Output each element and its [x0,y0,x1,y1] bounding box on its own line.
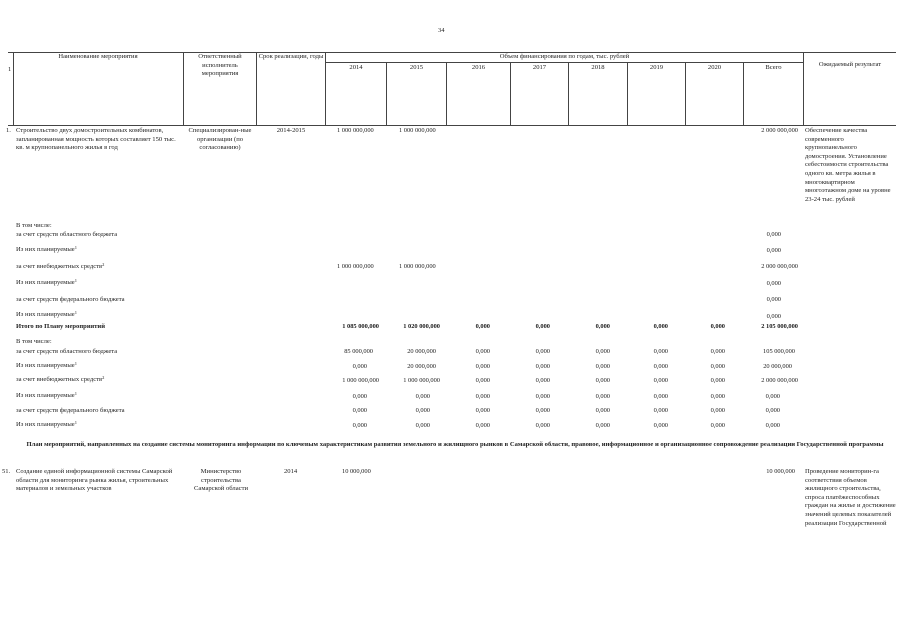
plan-row-value: 0,000 [710,363,725,370]
header-year: 2015 [409,64,424,71]
plan-row-value: 0,000 [765,393,780,400]
header-year: 2016 [471,64,486,71]
item1-subrow-label: Из них планируемые$^1$ [16,310,77,318]
item1-num: 1. [6,127,11,134]
item1-value-total: 2 000 000,000 [761,127,798,134]
plan-row-value: 0,000 [765,422,780,429]
plan-row-value: 0,000 [710,393,725,400]
plan-row-value: 0,000 [352,363,367,370]
col-divider [325,52,326,125]
col-divider [183,52,184,125]
plan-row-value: 0,000 [595,393,610,400]
item51-value-total: 10 000,000 [766,468,795,475]
col-divider [13,52,14,125]
plan-total-2014: 1 085 000,000 [342,323,379,330]
item1-subrow-total: 0,000 [766,280,781,287]
item1-subrow-label: за счет средств областного бюджета [16,231,118,238]
header-year: 2014 [349,64,363,71]
plan-row-value: 0,000 [653,348,668,355]
plan-total-sum: 2 105 000,000 [761,323,798,330]
plan-row-value: 0,000 [415,422,430,429]
plan-total-2020: 0,000 [710,323,725,330]
item1-executor: Специализирован-ные организации (по согласованию) [188,127,252,152]
item51-value-2014: 10 000,000 [342,468,371,475]
plan-row-label: за счет средств федерального бюджета [16,407,125,414]
plan-row-value: 0,000 [710,377,725,384]
plan-row-value: 20 000,000 [407,363,436,370]
plan-row-value: 0,000 [710,407,725,414]
plan-total-2018: 0,000 [595,323,610,330]
header-year: 2018 [591,64,605,71]
plan-row-value: 0,000 [475,348,490,355]
header-year: 2017 [532,64,547,71]
plan-row-value: 0,000 [765,407,780,414]
plan-total-2019: 0,000 [653,323,668,330]
years-header-divider [325,62,803,63]
plan-row-value: 0,000 [475,363,490,370]
plan-total-2017: 0,000 [535,323,550,330]
plan-row-value: 0,000 [653,377,668,384]
item1-subrow-total: 0,000 [766,296,781,303]
item1-subrow-2014: 1 000 000,000 [337,263,374,270]
header-year: 2020 [707,64,722,71]
plan-row-value: 20 000,000 [763,363,792,370]
item1-result: Обеспечение качества современного крупнопанельного домостроения. Установление себестоимости строительства одного кв. метра жилья в многоквартирном многоэтажном доме на уровне 23-24 тыс. рублей [805,127,891,203]
plan-row-value: 0,000 [352,407,367,414]
plan-row-value: 0,000 [595,407,610,414]
plan-row-value: 105 000,000 [763,348,795,355]
item51-result: Проведение мониторин-га соответствия объемов жилищного строительства, спроса платёжеспособных граждан на жилье и достижение значений целевых показателей реализации Государственной [805,468,896,527]
item1-value-2015: 1 000 000,000 [399,127,436,134]
plan-row-value: 0,000 [415,393,430,400]
plan-row-value: 1 000 000,000 [342,377,379,384]
plan-row-value: 2 000 000,000 [761,377,798,384]
item1-subrow-total: 2 000 000,000 [761,263,798,270]
table-header-bottom [8,125,896,126]
header-year: 2019 [649,64,664,71]
plan-total-label: Итого по Плану мероприятий [16,323,106,330]
item51-name: Создание единой информационной системы Самарской области для мониторинга рынка жилья, строительных материалов и земельных участков [16,468,173,493]
item1-value-2014: 1 000 000,000 [337,127,374,134]
plan-row-label: за счет средств областного бюджета [16,348,118,355]
header-num: 1 [8,66,12,73]
item51-num: 51. [2,468,11,475]
plan-row-value: 0,000 [535,422,550,429]
section-title: План мероприятий, направленных на создание системы мониторинга информации по ключевым характеристикам развития земельного и жилищного рынков в Самарской области, правовое, информационное и организационное сопровождение реализации Государственной программы [26,441,884,448]
item1-name: Строительство двух домостроительных комбинатов, запланированная мощность которых составляет 150 тыс. кв. м крупнопанельного жилья в год [16,127,176,152]
plan-row-value: 0,000 [475,393,490,400]
item1-subrow-total: 0,000 [766,313,781,320]
plan-row-value: 0,000 [595,377,610,384]
plan-row-label: Из них планируемые$^1$ [16,361,77,369]
plan-row-label: за счет внебюджетных средств$^2$ [16,375,105,383]
plan-row-value: 0,000 [653,363,668,370]
plan-row-value: 0,000 [535,407,550,414]
item51-term: 2014 [284,468,298,475]
col-divider [256,52,257,125]
item1-subrow-label: В том числе: [16,222,52,229]
plan-row-label: Из них планируемые$^1$ [16,420,77,428]
plan-total-2015: 1 020 000,000 [403,323,440,330]
header-volume-title: Объем финансирования по годам, тыс. рублей [499,53,630,60]
header-name: Наименование мероприятия [58,53,138,60]
plan-total-2016: 0,000 [475,323,490,330]
plan-row-value: 0,000 [352,393,367,400]
header-year-total: Всего [765,64,782,71]
plan-row-value: 0,000 [710,422,725,429]
plan-row-value: 0,000 [653,422,668,429]
plan-row-value: 20 000,000 [407,348,436,355]
plan-row-value: 0,000 [710,348,725,355]
plan-row-value: 0,000 [535,348,550,355]
plan-row-value: 0,000 [653,393,668,400]
item1-subrow-label: за счет внебюджетных средств$^2$ [16,262,105,270]
plan-row-value: 0,000 [415,407,430,414]
item1-subrow-2015: 1 000 000,000 [399,263,436,270]
plan-row-value: 0,000 [475,407,490,414]
header-result: Ожидаемый результат [818,61,882,68]
plan-row-value: 85 000,000 [344,348,373,355]
plan-row-label: В том числе: [16,338,52,345]
item1-subrow-label: за счет средств федерального бюджета [16,296,125,303]
plan-row-value: 0,000 [535,393,550,400]
item1-term: 2014-2015 [276,127,306,134]
page-number: 34 [438,27,445,34]
plan-row-value: 1 000 000,000 [403,377,440,384]
plan-row-label: Из них планируемые$^1$ [16,391,77,399]
item1-subrow-total: 0,000 [766,247,781,254]
item1-subrow-total: 0,000 [766,231,781,238]
plan-row-value: 0,000 [535,363,550,370]
plan-row-value: 0,000 [535,377,550,384]
plan-row-value: 0,000 [595,422,610,429]
item1-subrow-label: Из них планируемые$^1$ [16,278,77,286]
item51-executor: Министерство строительства Самарской области [194,468,248,493]
plan-row-value: 0,000 [653,407,668,414]
header-term: Срок реализации, годы [258,53,324,60]
header-executor: Ответственный исполнитель мероприятия [198,53,242,78]
item1-subrow-label: Из них планируемые$^1$ [16,245,77,253]
plan-row-value: 0,000 [475,377,490,384]
plan-row-value: 0,000 [595,363,610,370]
plan-row-value: 0,000 [352,422,367,429]
plan-row-value: 0,000 [475,422,490,429]
plan-row-value: 0,000 [595,348,610,355]
